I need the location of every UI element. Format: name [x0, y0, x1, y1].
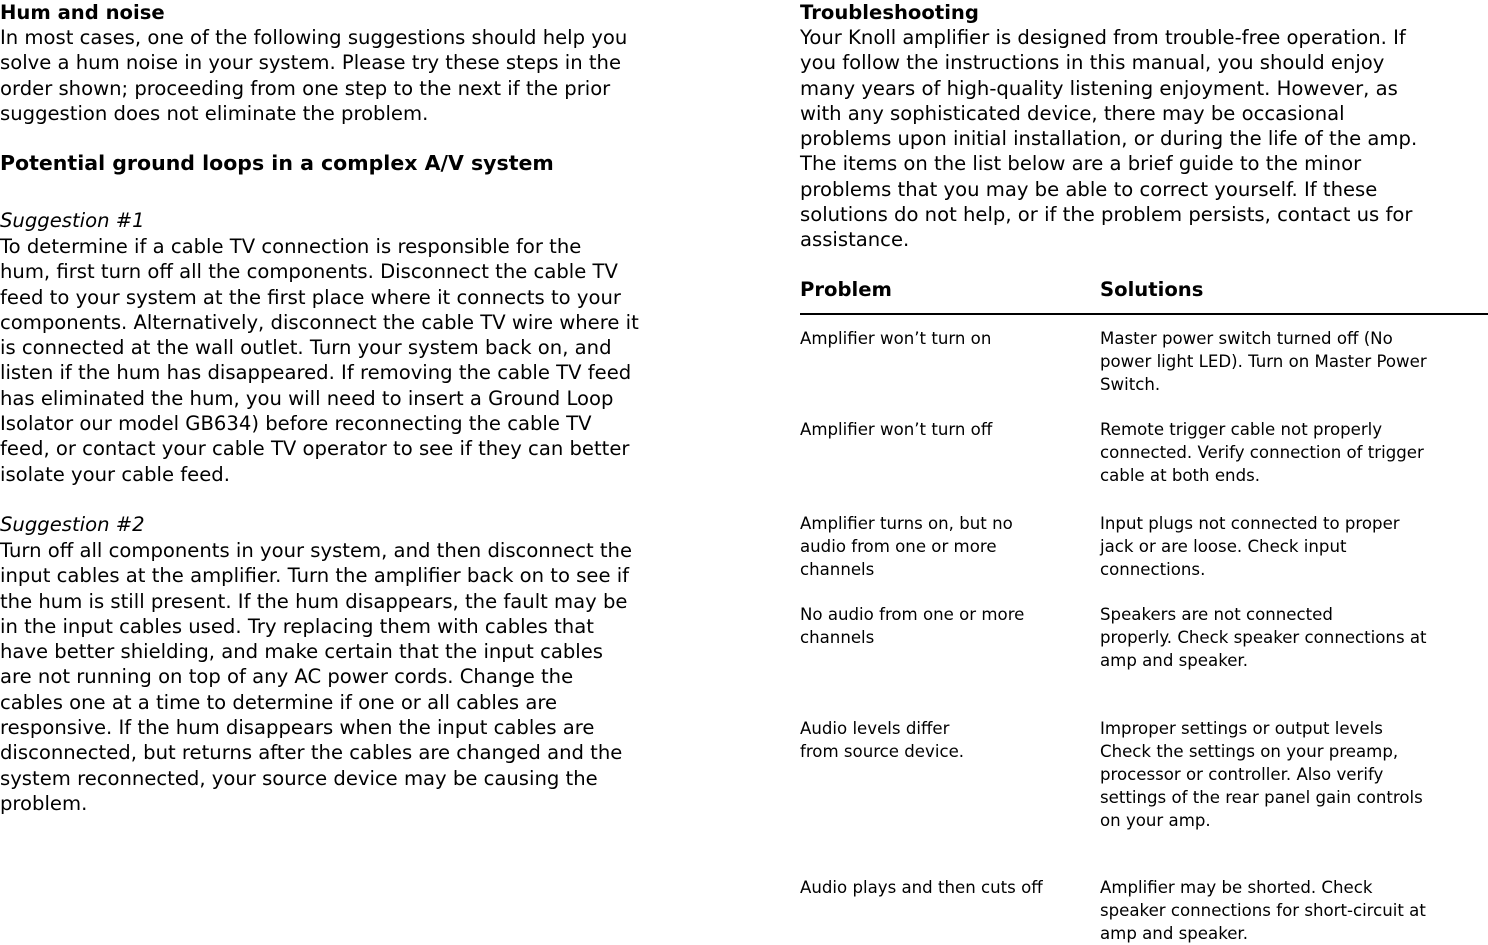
problem-line: Amplifier turns on, but no [800, 514, 1013, 533]
solution-line: connections. [1100, 560, 1206, 579]
problem-cell [800, 512, 1013, 581]
suggestion-2-paragraph-line: in the input cables used. Try replacing them with cables that [0, 614, 594, 638]
solution-line: properly. Check speaker connections at [1100, 628, 1427, 647]
suggestion-1-paragraph-line: has eliminated the hum, you will need to insert a Ground Loop [0, 386, 614, 410]
suggestion-2-paragraph-line: have better shielding, and make certain that the input cables [0, 640, 603, 664]
solution-line: Check the settings on your preamp, [1100, 742, 1399, 761]
solution-line: speaker connections for short-circuit at [1100, 901, 1426, 920]
problem-line: No audio from one or more [800, 605, 1025, 624]
intro-paragraph-line: In most cases, one of the following suggestions should help you [0, 26, 628, 49]
suggestion-2-title: Suggestion #2 [0, 513, 145, 536]
suggestion-2-paragraph-line: are not running on top of any AC power cords. Change the [0, 665, 574, 689]
suggestion-1-paragraph-line: feed to your system at the first place where it connects to your [0, 285, 621, 309]
intro-paragraph-line: assistance. [800, 228, 910, 252]
solution-line: processor or controller. Also verify [1100, 765, 1384, 784]
solution-line: amp and speaker. [1100, 924, 1248, 943]
suggestion-2-paragraph-line: cables one at a time to determine if one or all cables are [0, 690, 558, 714]
solution-line: Improper settings or output levels [1100, 719, 1383, 738]
intro-paragraph-line: Your Knoll amplifier is designed from trouble-free operation. If [800, 26, 1406, 49]
problem-line: Amplifier won’t turn on [800, 329, 992, 348]
solution-line: cable at both ends. [1100, 466, 1261, 485]
problem-cell [800, 717, 964, 763]
suggestion-2-paragraph-line: the hum is still present. If the hum disappears, the fault may be [0, 589, 628, 613]
solution-line: Master power switch turned off (No [1100, 329, 1393, 348]
solution-line: jack or are loose. Check input [1100, 537, 1347, 556]
problem-cell [800, 418, 992, 441]
intro-paragraph-line: order shown; proceeding from one step to the next if the prior [0, 76, 611, 100]
solution-line: Input plugs not connected to proper [1100, 514, 1400, 533]
problem-line: Audio plays and then cuts off [800, 878, 1043, 897]
solution-line: Switch. [1100, 375, 1161, 394]
intro-paragraph-line: The items on the list below are a brief guide to the minor [800, 152, 1362, 176]
suggestion-1-paragraph-line: listen if the hum has disappeared. If removing the cable TV feed [0, 361, 632, 385]
table-header-problem: Problem [800, 278, 892, 301]
problem-cell [800, 876, 1043, 899]
problem-line: channels [800, 560, 875, 579]
solution-line: settings of the rear panel gain controls [1100, 788, 1423, 807]
intro-paragraph-line: solve a hum noise in your system. Please try these steps in the [0, 51, 622, 75]
suggestion-2-paragraph-line: disconnected, but returns after the cables are changed and the [0, 741, 623, 765]
intro-paragraph-line: with any sophisticated device, there may be occasional [800, 101, 1345, 125]
suggestion-1-paragraph-line: feed, or contact your cable TV operator to see if they can better [0, 437, 630, 461]
section-title: Troubleshooting [800, 1, 979, 24]
problem-cell [800, 603, 1024, 649]
suggestion-1-title: Suggestion #1 [0, 209, 145, 232]
solution-cell [1100, 512, 1400, 581]
problem-line: from source device. [800, 742, 965, 761]
solution-cell [1100, 717, 1423, 832]
problem-line: audio from one or more [800, 537, 997, 556]
intro-paragraph-line: you follow the instructions in this manual, you should enjoy [800, 51, 1385, 75]
intro-paragraph-line: suggestion does not eliminate the problem. [0, 101, 429, 125]
problem-line: channels [800, 628, 875, 647]
intro-paragraph-line: many years of high-quality listening enjoyment. However, as [800, 76, 1398, 100]
solution-line: on your amp. [1100, 811, 1211, 830]
solution-cell [1100, 418, 1424, 487]
solution-line: Remote trigger cable not properly [1100, 420, 1383, 439]
solution-line: Amplifier may be shorted. Check [1100, 878, 1373, 897]
table-header-solutions: Solutions [1100, 278, 1204, 301]
solution-cell [1100, 327, 1427, 396]
suggestion-2-paragraph-line: problem. [0, 791, 88, 815]
suggestion-2-paragraph-line: system reconnected, your source device may be causing the [0, 766, 598, 790]
suggestion-2-paragraph [0, 538, 632, 816]
solution-cell [1100, 876, 1426, 945]
suggestion-1-paragraph-line: To determine if a cable TV connection is responsible for the [0, 235, 582, 258]
section-title: Hum and noise [0, 1, 165, 24]
solution-cell [1100, 603, 1427, 672]
suggestion-1-paragraph [0, 234, 639, 487]
problem-line: Amplifier won’t turn off [800, 420, 993, 439]
solution-line: power light LED). Turn on Master Power [1100, 352, 1427, 371]
problem-cell [800, 327, 991, 350]
suggestion-1-paragraph-line: components. Alternatively, disconnect the cable TV wire where it [0, 310, 639, 334]
suggestion-1-paragraph-line: isolate your cable feed. [0, 462, 230, 486]
suggestion-2-paragraph-line: responsive. If the hum disappears when the input cables are [0, 716, 595, 740]
subheading: Potential ground loops in a complex A/V system [0, 151, 554, 175]
suggestion-1-paragraph-line: Isolator our model GB634) before reconnecting the cable TV [0, 412, 592, 436]
solution-line: connected. Verify connection of trigger [1100, 443, 1424, 462]
suggestion-1-paragraph-line: is connected at the wall outlet. Turn your system back on, and [0, 336, 612, 360]
suggestion-2-paragraph-line: Turn off all components in your system, and then disconnect the [0, 539, 633, 562]
intro-paragraph-line: solutions do not help, or if the problem persists, contact us for [800, 203, 1413, 227]
problem-line: Audio levels differ [800, 719, 950, 738]
solution-line: amp and speaker. [1100, 651, 1248, 670]
intro-paragraph-line: problems that you may be able to correct yourself. If these [800, 177, 1378, 201]
solution-line: Speakers are not connected [1100, 605, 1333, 624]
intro-paragraph-line: problems upon initial installation, or during the life of the amp. [800, 127, 1418, 151]
suggestion-1-paragraph-line: hum, first turn off all the components. Disconnect the cable TV [0, 260, 618, 284]
table-header-divider [800, 313, 1488, 315]
suggestion-2-paragraph-line: input cables at the amplifier. Turn the amplifier back on to see if [0, 564, 630, 588]
intro-paragraph [0, 25, 627, 126]
intro-paragraph [800, 25, 1417, 253]
